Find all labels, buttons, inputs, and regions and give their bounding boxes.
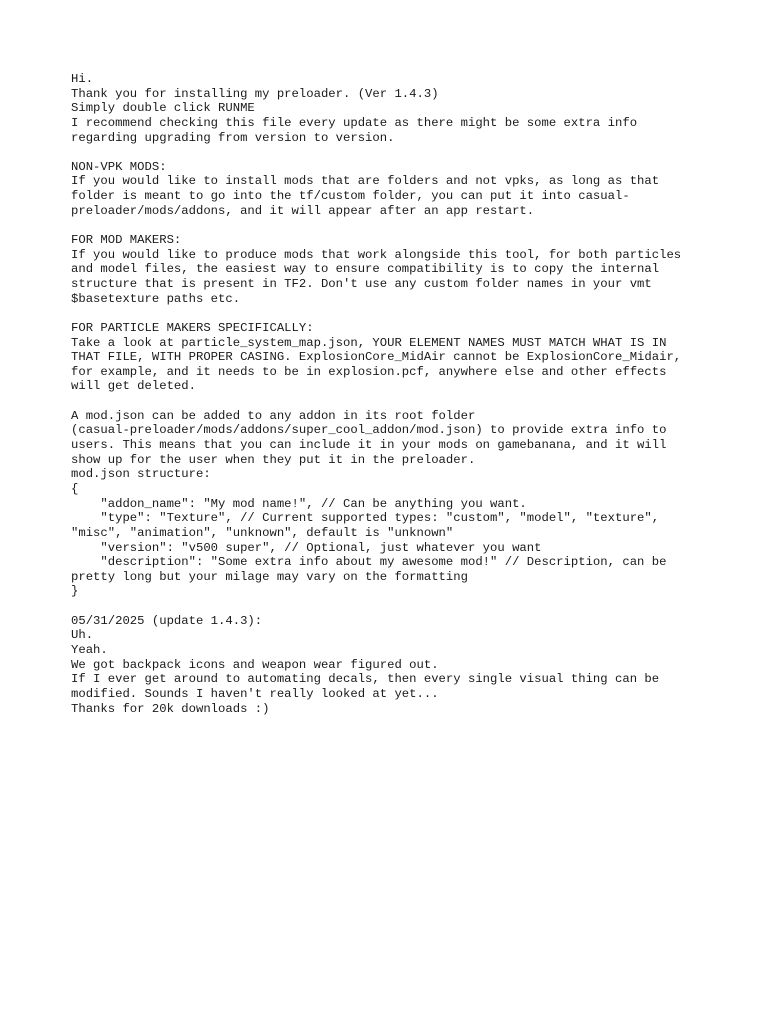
text-line: 05/31/2025 (update 1.4.3): [71, 613, 263, 628]
text-line: NON-VPK MODS: [71, 159, 167, 174]
text-line: Yeah. [71, 642, 108, 657]
text-line: "misc", "animation", "unknown", default is "unknown" [71, 525, 454, 540]
text-line: (casual-preloader/mods/addons/super_cool_addon/mod.json) to provide extra info to [71, 423, 667, 438]
text-line: will get deleted. [71, 379, 196, 394]
text-line: $basetexture paths etc. [71, 291, 241, 306]
text-line: If you would like to produce mods that work alongside this tool, for both particles [71, 247, 682, 262]
text-line: "addon_name": "My mod name!", // Can be anything you want. [71, 496, 527, 511]
document-page [71, 72, 731, 716]
text-line: If you would like to install mods that are folders and not vpks, as long as that [71, 174, 660, 189]
text-line: for example, and it needs to be in explosion.pcf, anywhere else and other effects [71, 364, 667, 379]
text-line: We got backpack icons and weapon wear figured out. [71, 657, 439, 672]
text-line: Uh. [71, 628, 94, 643]
text-line: THAT FILE, WITH PROPER CASING. ExplosionCore_MidAir cannot be ExplosionCore_Midair, [71, 350, 682, 365]
text-line: structure that is present in TF2. Don't use any custom folder names in your vmt [71, 276, 652, 291]
text-line: regarding upgrading from version to version. [71, 130, 395, 145]
text-line: A mod.json can be added to any addon in its root folder [71, 408, 476, 423]
text-line: } [71, 584, 79, 599]
text-line: "type": "Texture", // Current supported types: "custom", "model", "texture", [71, 511, 660, 526]
text-line [71, 394, 731, 409]
text-line: Thank you for installing my preloader. (Ver 1.4.3) [71, 86, 439, 101]
text-line [71, 145, 731, 160]
text-line [71, 218, 731, 233]
text-line: Hi. [71, 72, 94, 86]
text-line: I recommend checking this file every update as there might be some extra info [71, 115, 638, 130]
text-line: Take a look at particle_system_map.json, YOUR ELEMENT NAMES MUST MATCH WHAT IS IN [71, 335, 667, 350]
text-line [71, 599, 731, 614]
text-line: Simply double click RUNME [71, 101, 255, 116]
text-line: FOR PARTICLE MAKERS SPECIFICALLY: [71, 320, 314, 335]
text-line: If I ever get around to automating decals, then every single visual thing can be [71, 672, 660, 687]
text-line: folder is meant to go into the tf/custom folder, you can put it into casual- [71, 189, 630, 204]
text-line: preloader/mods/addons, and it will appear after an app restart. [71, 203, 535, 218]
text-line: mod.json structure: [71, 467, 211, 482]
text-line: pretty long but your milage may vary on the formatting [71, 569, 468, 584]
text-line: "version": "v500 super", // Optional, just whatever you want [71, 540, 542, 555]
text-line: users. This means that you can include it in your mods on gamebanana, and it will [71, 438, 667, 453]
text-line: FOR MOD MAKERS: [71, 233, 182, 248]
text-line: and model files, the easiest way to ensure compatibility is to copy the internal [71, 262, 660, 277]
text-line: Thanks for 20k downloads :) [71, 701, 270, 716]
text-line: { [71, 481, 79, 496]
text-line: show up for the user when they put it in the preloader. [71, 452, 476, 467]
text-line: "description": "Some extra info about my awesome mod!" // Description, can be [71, 555, 667, 570]
text-line [71, 306, 731, 321]
text-line: modified. Sounds I haven't really looked at yet... [71, 686, 439, 701]
